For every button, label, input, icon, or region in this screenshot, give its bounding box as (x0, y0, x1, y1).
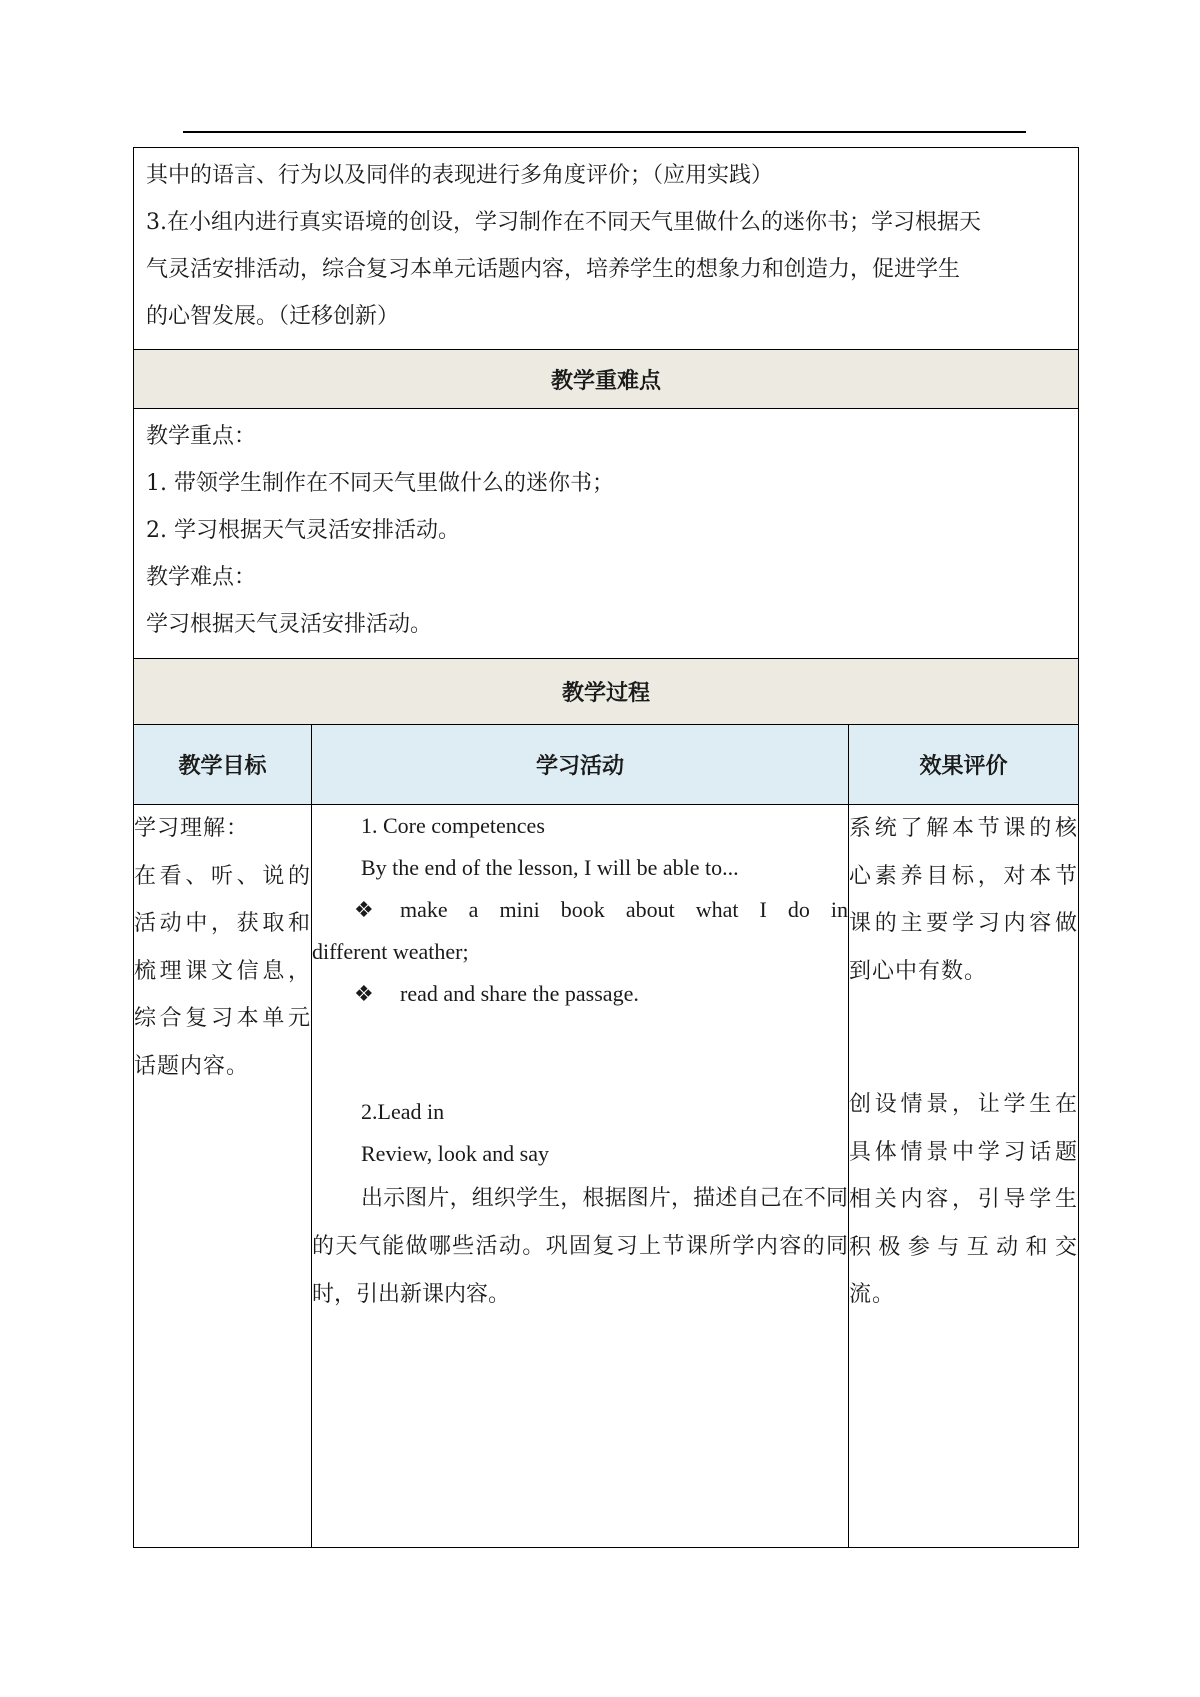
top-line-2: 3.在小组内进行真实语境的创设，学习制作在不同天气里做什么的迷你书；学习根据天 (146, 210, 981, 235)
focus-label: 教学重点： (146, 424, 257, 449)
top-line-3: 气灵活安排活动，综合复习本单元话题内容，培养学生的想象力和创造力，促进学生 (146, 257, 961, 282)
diamond-bullet-icon: ❖ (354, 897, 374, 922)
column-header-goal (134, 725, 312, 805)
difficulty-text: 学习根据天气灵活安排活动。 (146, 612, 433, 637)
column-header-evaluation-label: 效果评价 (919, 754, 1008, 779)
key-points-content-cell (134, 409, 1079, 659)
difficulty-label: 教学难点： (146, 565, 257, 590)
focus-item-2: 2. 学习根据天气灵活安排活动。 (146, 518, 460, 543)
step2-sub: Review, look and say (361, 1141, 549, 1166)
key-points-heading: 教学重难点 (550, 368, 661, 394)
bullet-item-1-continued: different weather; (312, 939, 469, 964)
step2-text: 出示图片，组织学生，根据图片，描述自己在不同的天气能做哪些活动。巩固复习上节课所学内容的同时，引出新课内容。 (312, 1186, 848, 1307)
bullet-item-2-text: read and share the passage. (400, 981, 639, 1006)
evaluation-cell (849, 805, 1079, 1548)
column-header-activity-label: 学习活动 (535, 754, 624, 779)
evaluation-text-1: 系统了解本节课的核心素养目标，对本节课的主要学习内容做到心中有数。 (849, 816, 1078, 984)
header-rule (183, 131, 1026, 133)
activity-cell (312, 805, 849, 1548)
column-header-goal-label: 教学目标 (178, 754, 267, 779)
process-heading-cell (134, 659, 1079, 725)
goal-label: 学习理解： (134, 816, 250, 841)
bullet-item-1 (312, 889, 848, 931)
evaluation-text-2: 创设情景，让学生在具体情景中学习话题相关内容，引导学生积极参与互动和交流。 (849, 1092, 1078, 1307)
step1-intro: By the end of the lesson, I will be able to... (361, 855, 739, 880)
step2-title: 2.Lead in (361, 1099, 445, 1124)
column-header-activity (312, 725, 849, 805)
column-header-evaluation (849, 725, 1079, 805)
bullet-item-2 (312, 973, 848, 1015)
step1-title: 1. Core competences (361, 813, 545, 838)
goal-text: 在看、听、说的活动中，获取和梳理课文信息，综合复习本单元话题内容。 (134, 863, 311, 1079)
key-points-heading-cell (134, 350, 1079, 409)
bullet-item-1-text: make a mini book about what I do in (400, 897, 848, 922)
goal-cell (134, 805, 312, 1548)
focus-item-1: 1. 带领学生制作在不同天气里做什么的迷你书； (146, 471, 614, 496)
lesson-plan-table (133, 147, 1079, 1548)
top-section-cell (134, 148, 1079, 350)
diamond-bullet-icon: ❖ (354, 981, 374, 1006)
top-line-1: 其中的语言、行为以及同伴的表现进行多角度评价；（应用实践） (146, 163, 774, 188)
process-heading: 教学过程 (561, 681, 650, 706)
top-line-4: 的心智发展。（迁移创新） (146, 304, 400, 329)
